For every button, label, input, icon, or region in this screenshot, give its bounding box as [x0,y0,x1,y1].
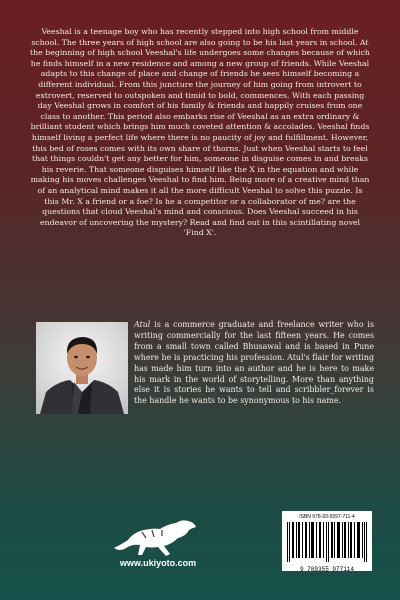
author-bio-text: is a commerce graduate and freelance writer who is writing commercially for the last fifteen years. He comes from a small town called Bhusawal and is based in Pune where he is practicing his profession. Atul's flair for writing has made him turn into an author and he is here to make his mark in the world of storytelling. More than anything else it is stories he wants to tell and scribbler_forever is the handle he wants to be synonymous to his name. [134,320,374,406]
author-photo [36,322,128,414]
publisher-website: www.ukiyoto.com [119,558,197,568]
barcode-bars [286,522,368,562]
leaping-tiger-icon [112,514,198,558]
isbn-label: ISBN 978-93-5597-711-4 [299,514,355,520]
back-cover-blurb: Veeshal is a teenage boy who has recently stepped into high school from middle school. The three years of high school are also going to be his last years in school. At the beginning of high school Veeshal's life undergoes some changes because of which he finds himself in a new residence and among a new group of friends. While Veeshal adapts to this change of place and change of friends he sees himself becoming a different individual. From this juncture the journey of him going from introvert to extrovert, reserved to outspoken and timid to bold, commences. With each passing day Veeshal grows in comfort of his family & friends and happily cruises from one class to another. This period also embarks rise of Veeshal as an extra ordinary & brilliant student which brings him much coveted attention & accolades. Veeshal finds himself living a perfect life where there is no paucity of joy and fulfillment. However, this bed of roses comes with its own share of thorns. Just when Veeshal starts to feel that things couldn't get any better for him, someone in disguise comes in and breaks his reverie. That someone disguises himself like the X in the equation and while making his moves challenges Veeshal to find him. Being more of a creative mind than of an analytical mind makes it all the more difficult Veeshal to solve this puzzle. Is this Mr. X a friend or a foe? Is he a competitor or a collaborator of me? are the questions that cloud Veeshal's mind and conscious. Does Veeshal succeed in his endeavor of uncovering the mystery? Read and find out in this scintillating novel 'Find X'. [30,27,370,238]
author-name: Atul [134,320,151,329]
author-bio [134,320,374,407]
barcode-digits: 9 789355 977114 [299,566,354,573]
isbn-barcode [282,511,372,571]
